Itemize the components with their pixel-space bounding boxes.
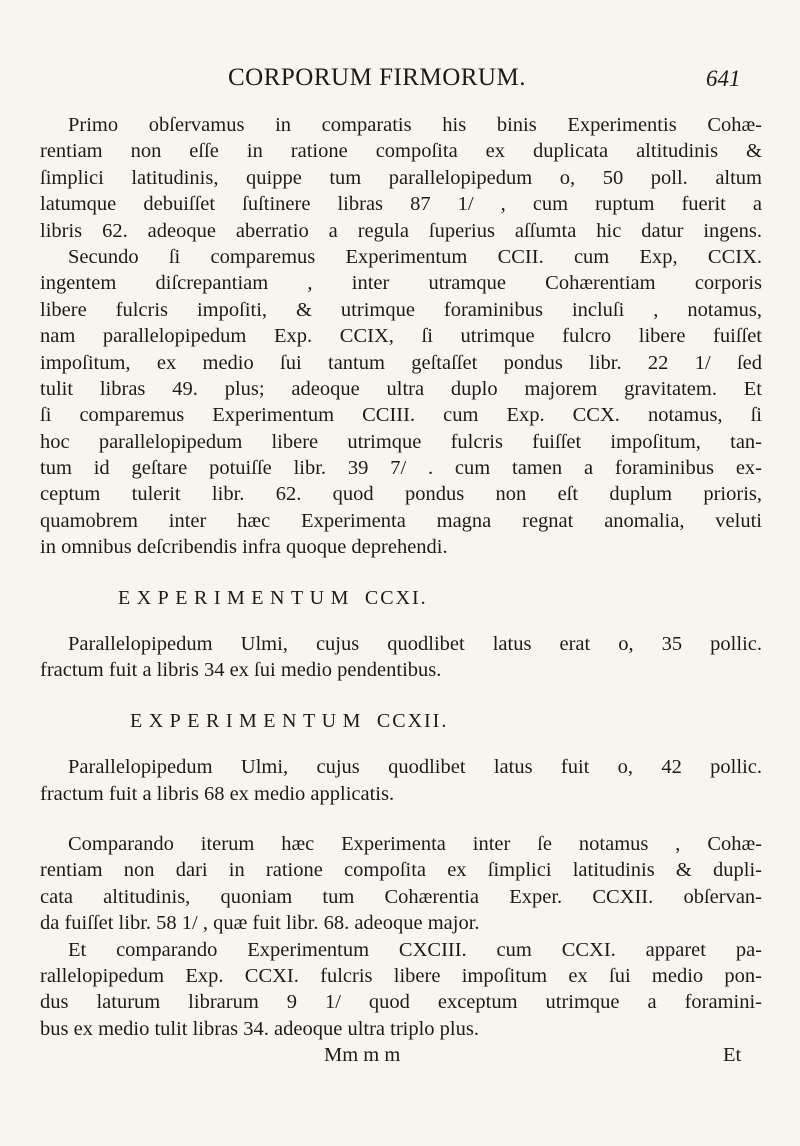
paragraph-observations xyxy=(40,112,762,561)
heading-number: CCXI. xyxy=(364,586,428,609)
text-line: ceptum tulerit libr. 62. quod pondus non eſt duplum prioris, xyxy=(40,483,762,506)
text-line: fractum fuit a libris 34 ex ſui medio pendentibus. xyxy=(40,659,442,682)
text-line: rentiam non dari in ratione compoſita ex ſimplici latitudinis & dupli- xyxy=(40,859,762,882)
text-line: quamobrem inter hæc Experimenta magna regnat anomalia, veluti xyxy=(40,509,762,532)
paragraph-comparison xyxy=(40,831,762,1042)
text-line: Et comparando Experimentum CXCIII. cum CCXI. apparet pa- xyxy=(68,938,762,961)
text-line: hoc parallelopipedum libere utrimque fulcris fuiſſet impoſitum, tan- xyxy=(40,430,762,453)
page-number: 641 xyxy=(706,66,741,91)
text-line: tulit libras 49. plus; adeoque ultra duplo majorem gravitatem. Et xyxy=(40,377,762,400)
running-title: CORPORUM FIRMORUM. xyxy=(228,64,526,91)
text-line: da fuiſſet libr. 58 1/ , quæ fuit libr. 68. adeoque major. xyxy=(40,912,480,935)
text-line: libris 62. adeoque aberratio a regula ſuperius aſſumta hic datur ingens. xyxy=(40,219,762,242)
text-line: Parallelopipedum Ulmi, cujus quodlibet latus fuit o, 42 pollic. xyxy=(68,756,762,779)
experiment-heading-ccxi xyxy=(40,585,762,611)
text-line: dus laturum librarum 9 1/ quod exceptum utrimque a foramini- xyxy=(40,991,762,1014)
running-head xyxy=(0,64,800,104)
text-line: ſimplici latitudinis, quippe tum parallelopipedum o, 50 poll. altum xyxy=(40,166,762,189)
text-line: Comparando iterum hæc Experimenta inter ſe notamus , Cohæ- xyxy=(68,832,762,855)
text-line: Secundo ſi comparemus Experimentum CCII. cum Exp, CCIX. xyxy=(68,245,762,268)
experiment-heading-ccxii xyxy=(40,708,762,734)
text-line: bus ex medio tulit libras 34. adeoque ultra triplo plus. xyxy=(40,1017,479,1040)
heading-number: CCXII. xyxy=(376,709,449,732)
text-line: libere fulcris impoſiti, & utrimque foraminibus incluſi , notamus, xyxy=(40,298,762,321)
text-line: tum id geſtare potuiſſe libr. 39 7/ . cum tamen a foraminibus ex- xyxy=(40,457,762,480)
text-line: Primo obſervamus in comparatis his binis Experimentis Cohæ- xyxy=(68,114,762,136)
body-text xyxy=(40,112,762,1069)
footer-line xyxy=(40,1042,762,1068)
text-line: rentiam non eſſe in ratione compoſita ex duplicata altitudinis & xyxy=(40,140,762,163)
paragraph-experiment-ccxii xyxy=(40,754,762,807)
text-line: latumque debuiſſet ſuſtinere libras 87 1/ , cum ruptum fuerit a xyxy=(40,193,762,216)
heading-word: EXPERIMENTUM xyxy=(118,586,355,609)
signature-mark: Mm m m xyxy=(324,1044,401,1067)
text-line: impoſitum, ex medio ſui tantum geſtaſſet pondus libr. 22 1/ ſed xyxy=(40,351,762,374)
text-line: nam parallelopipedum Exp. CCIX, ſi utrimque fulcro libere fuiſſet xyxy=(40,325,762,348)
text-line: fractum fuit a libris 68 ex medio applicatis. xyxy=(40,782,395,805)
heading-word: EXPERIMENTUM xyxy=(130,709,367,732)
text-line: ingentem diſcrepantiam , inter utramque Cohærentiam corporis xyxy=(40,272,762,295)
catchword: Et xyxy=(723,1044,742,1067)
text-line: ſi comparemus Experimentum CCIII. cum Exp. CCX. notamus, ſi xyxy=(40,404,762,427)
paragraph-experiment-ccxi xyxy=(40,631,762,684)
text-line: in omnibus deſcribendis infra quoque deprehendi. xyxy=(40,536,448,559)
text-line: cata altitudinis, quoniam tum Cohærentia Exper. CCXII. obſervan- xyxy=(40,885,762,908)
text-line: Parallelopipedum Ulmi, cujus quodlibet latus erat o, 35 pollic. xyxy=(68,633,762,656)
text-line: rallelopipedum Exp. CCXI. fulcris libere impoſitum ex ſui medio pon- xyxy=(40,964,762,987)
